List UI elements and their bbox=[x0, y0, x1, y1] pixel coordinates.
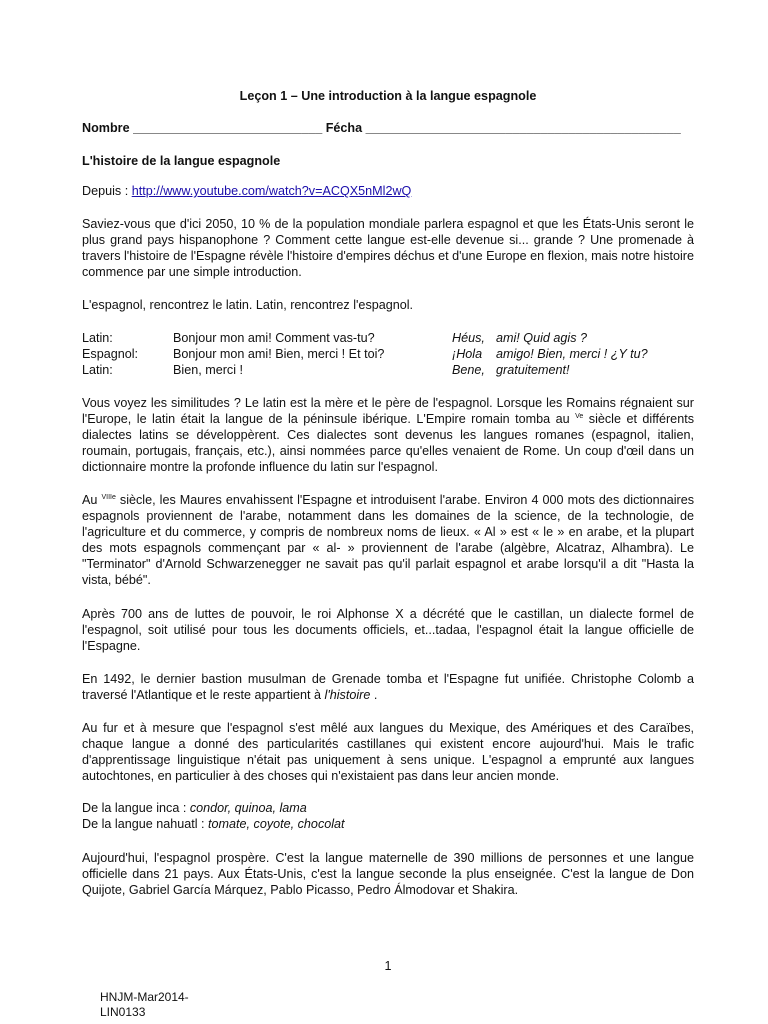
language-label: Latin: bbox=[82, 363, 113, 377]
nombre-blank: ___________________________ bbox=[133, 121, 323, 135]
fecha-blank: _____________________________________________ bbox=[365, 121, 681, 135]
maures-paragraph: Au $^{VIIIe}$ siècle, les Maures envahissent l'Espagne et introduisent l'arabe. Environ 4 000 mots des dictionnaires espagnols proviennent de l'arabe, notamment dans les domaines de la science, de la technologie, de l'agriculture et du commerce, y compris de nombreux noms de lieux. « Al » est « le » en arabe, et la plupart des mots espagnols commençant par « al- » proviennent de l'arabe (algèbre, Alcatraz, Alhambra). Le "Terminator" d'Arnold Schwarzenegger ne savait pas qu'il parlait espagnol et arabe lorsqu'il a dit "Hasta la vista, bébé". bbox=[82, 493, 694, 587]
fecha-label: Fécha bbox=[325, 121, 363, 135]
nombre-label: Nombre bbox=[82, 121, 130, 135]
year-1492-paragraph: En 1492, le dernier bastion musulman de Grenade tomba et l'Espagne fut unifiée. Christophe Colomb a traversé l'Atlantique et le reste appartient à l'histoire . bbox=[82, 672, 694, 702]
source-label: Depuis : bbox=[82, 184, 129, 198]
lesson-title: Leçon 1 – Une introduction à la langue espagnole bbox=[239, 89, 537, 103]
ameriques-paragraph: Au fur et à mesure que l'espagnol s'est mêlé aux langues du Mexique, des Amériques et des Caraïbes, chaque langue a donné des particularités castillanes qui existent encore aujourd'hui. Mais le trafic d'apprentissage linguistique n'était pas uniquement à sens unique. L'espagnol a emprunté aux langues autochtones, en particulier à des choses qui n'existaient pas dans leur ancien monde. bbox=[82, 721, 694, 783]
comparison-row bbox=[82, 330, 694, 346]
loanwords-list bbox=[82, 800, 694, 832]
meet-line: L'espagnol, rencontrez le latin. Latin, rencontrez l'espagnol. bbox=[82, 298, 414, 312]
comparison-table bbox=[82, 330, 694, 378]
page-number: 1 bbox=[384, 959, 392, 973]
foreign-word: Bene, bbox=[452, 363, 485, 377]
footer-line-1: HNJM-Mar2014- bbox=[100, 990, 189, 1004]
century-superscript: VIIIe bbox=[101, 494, 116, 501]
french-text: Bonjour mon ami! Bien, merci ! Et toi? bbox=[173, 347, 385, 361]
document-footer bbox=[100, 990, 240, 1020]
section-heading: L'histoire de la langue espagnole bbox=[82, 154, 281, 168]
foreign-word: Héus, bbox=[452, 331, 485, 345]
source-link[interactable]: http://www.youtube.com/watch?v=ACQX5nMl2wQ bbox=[131, 184, 412, 198]
foreign-text: amigo! Bien, merci ! ¿Y tu? bbox=[496, 347, 648, 361]
foreign-text: ami! Quid agis ? bbox=[496, 331, 587, 345]
alphonse-paragraph: Après 700 ans de luttes de pouvoir, le roi Alphonse X a décrété que le castillan, un dialecte formel de l'espagnol, soit utilisé pour tous les documents officiels, et...tadaa, l'espagnol était la langue officielle de l'Espagne. bbox=[82, 607, 694, 653]
name-date-fields bbox=[82, 120, 694, 136]
language-label: Espagnol: bbox=[82, 347, 139, 361]
loanword-line: De la langue inca : condor, quinoa, lama bbox=[82, 801, 307, 815]
intro-paragraph: Saviez-vous que d'ici 2050, 10 % de la population mondiale parlera espagnol et que les États-Unis seront le plus grand pays hispanophone ? Comment cette langue est-elle devenue si... grande ? Une promenade à travers l'histoire de l'Espagne révèle l'histoire d'empires déchus et d'une Europe en flexion, mais notre histoire commence par une simple introduction. bbox=[82, 217, 694, 279]
loanword-line: De la langue nahuatl : tomate, coyote, chocolat bbox=[82, 817, 345, 831]
source-line bbox=[82, 183, 694, 199]
french-text: Bonjour mon ami! Comment vas-tu? bbox=[173, 331, 375, 345]
french-text: Bien, merci ! bbox=[173, 363, 243, 377]
footer-line-2: LIN0133 bbox=[100, 1005, 146, 1019]
foreign-word: ¡Hola bbox=[452, 347, 483, 361]
century-superscript: Ve bbox=[575, 413, 584, 420]
language-label: Latin: bbox=[82, 331, 113, 345]
comparison-row bbox=[82, 362, 694, 378]
comparison-row bbox=[82, 346, 694, 362]
aujourdhui-paragraph: Aujourd'hui, l'espagnol prospère. C'est la langue maternelle de 390 millions de personnes et une langue officielle dans 21 pays. Aux États-Unis, c'est la langue seconde la plus enseignée. C'est la langue de Don Quijote, Gabriel García Márquez, Pablo Picasso, Pedro Álmodovar et Shakira. bbox=[82, 851, 694, 897]
similitudes-paragraph: Vous voyez les similitudes ? Le latin est la mère et le père de l'espagnol. Lorsque les Romains régnaient sur l'Europe, le latin était la langue de la péninsule ibérique. L'Empire romain tomba au $^{Ve}$ siècle et différents dialectes latins se développèrent. Ces dialectes sont devenus les langues romanes (espagnol, italien, roumain, portugais, français, etc.), ainsi nommées parce qu'elles venaient de Rome. Un coup d'œil dans un dictionnaire montre la profonde influence du latin sur l'espagnol. bbox=[82, 396, 694, 474]
foreign-text: gratuitement! bbox=[496, 363, 570, 377]
